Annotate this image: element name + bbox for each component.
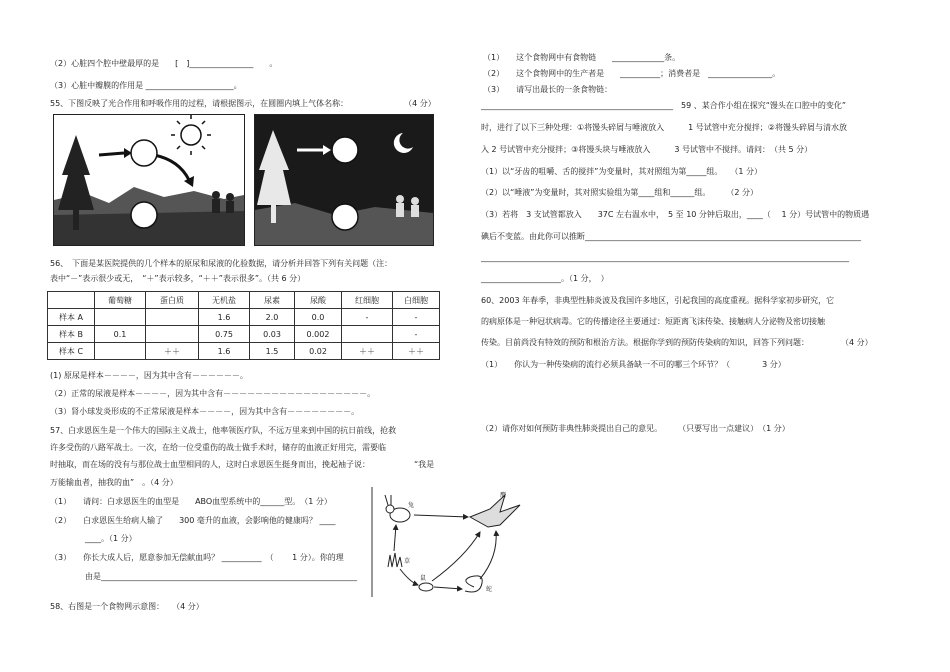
table-cell: ＋＋	[342, 343, 393, 360]
table-cell: -	[342, 309, 393, 326]
table-header-cell	[48, 292, 95, 309]
table-header-row	[48, 292, 440, 309]
q56-text-2: 表中“－”表示很少或无， “＋”表示较多，“＋＋”表示很多”。（共 6 分）	[50, 274, 306, 283]
table-cell	[146, 309, 199, 326]
food-web-label: 兔	[408, 502, 415, 509]
table-cell: ＋＋	[393, 343, 440, 360]
q57-sub-2a: （2） 白求恩医生给病人输了 300 毫升的血液，会影响他的健康吗？ ____	[50, 516, 336, 525]
q57-text-3: 时抽取，而在场的没有与那位战士血型相同的人，这时白求恩医生挺身而出，挽起袖子说： “我是	[50, 460, 435, 469]
table-cell: -	[393, 309, 440, 326]
table-cell: 0.03	[250, 326, 295, 343]
q57-sub-3a: （3） 你长大成人后，愿意参加无偿献血吗？ __________ （ 1 分）。你的理	[50, 553, 344, 562]
food-web-label: 鹰	[500, 492, 507, 499]
q59-text-1: ________________________________________________ 59 、某合作小组在探究“馒头在口腔中的变化”	[481, 101, 847, 110]
q57-sub-2b: ____。（1 分）	[85, 534, 137, 543]
table-cell: 样本 C	[48, 343, 95, 360]
q57-text-4: 万能输血者，抽我的血” 。（4 分）	[50, 478, 178, 487]
table-cell: 0.1	[95, 326, 146, 343]
table-cell: 0.002	[295, 326, 342, 343]
table-cell: 样本 A	[48, 309, 95, 326]
table-cell: ＋＋	[146, 343, 199, 360]
q56-sub-3: （3）肾小球发炎形成的不正常尿液是样本－－－－，因为其中含有－－－－－－－－。	[50, 407, 360, 416]
q60-text-3: 传染。目前尚没有特效的预防和根治方法。根据你学到的预防传染病的知识，回答下列问题： （4 分）	[481, 338, 873, 347]
q58-sub-1: （1） 这个食物网中有食物链 _____________条。	[483, 53, 681, 62]
q59-answer-line: ____________________________________________________________________________________________	[481, 253, 849, 262]
q60-text-2: 的病原体是一种冠状病毒。它的传播途径主要通过：短距离飞沫传染、接触病人分泌物及密切接触	[481, 317, 825, 326]
q56-text-1: 56、 下面是某医院提供的几个样本的原尿和尿液的化验数据，请分析并回答下列有关问题（注：	[50, 259, 393, 268]
table-cell	[95, 343, 146, 360]
photosynthesis-day-image	[53, 114, 245, 246]
table-header-cell: 葡萄糖	[95, 292, 146, 309]
table-cell: 0.0	[295, 309, 342, 326]
table-cell	[95, 309, 146, 326]
q56-sub-2: （2）正常的尿液是样本－－－－，因为其中含有－－－－－－－－－－－－－－－－－－。	[50, 389, 376, 398]
q60-text-1: 60、2003 年春季，非典型性肺炎波及我国许多地区，引起我国的高度重视。据科学家初步研究，它	[481, 296, 835, 305]
table-cell	[146, 326, 199, 343]
q58-sub-2: （2） 这个食物网中的生产者是 __________；消费者是 ________________。	[483, 69, 781, 78]
q56-sub-1: (1) 原尿是样本－－－－，因为其中含有－－－－－－。	[50, 371, 248, 380]
table-cell: 样本 B	[48, 326, 95, 343]
q59-answer-end: ____________________。（1 分， ）	[481, 274, 609, 283]
q57-sub-1: （1） 请问：白求恩医生的血型是 ABO血型系统中的______型。 （1 分）	[50, 497, 332, 506]
q60-sub-1: （1） 你认为一种传染病的流行必须具备缺一不可的哪三个环节？（ 3 分）	[481, 360, 786, 369]
table-cell: 0.75	[199, 326, 250, 343]
table-row	[48, 309, 440, 326]
table-header-cell: 蛋白质	[146, 292, 199, 309]
q57-sub-3b: 由是________________________________________________________________	[85, 572, 357, 581]
q59-sub-2: （2）以“唾液”为变量时，其对照实验组为第____组和______组。 （2 分）	[481, 188, 759, 197]
q59-sub-1: （1）以“牙齿的咀嚼、舌的搅拌”为变量时，其对照组为第_____组。 （1 分）	[481, 167, 763, 176]
food-web-label: 草	[404, 558, 411, 565]
table-header-cell: 无机盐	[199, 292, 250, 309]
table-row	[48, 343, 440, 360]
food-web-label: 鼠	[420, 575, 427, 582]
table-header-cell: 白细胞	[393, 292, 440, 309]
urine-sample-table	[47, 291, 440, 360]
respiration-night-image	[254, 114, 434, 246]
q-heart-valve: （3）心脏中瓣膜的作用是 ______________________。	[50, 81, 242, 90]
table-cell: 2.0	[250, 309, 295, 326]
table-cell	[342, 326, 393, 343]
q-heart-thickest: （2）心脏四个腔中壁最厚的是 [ ]________________ 。	[50, 59, 278, 68]
table-header-cell: 尿素	[250, 292, 295, 309]
table-header-cell: 红细胞	[342, 292, 393, 309]
table-cell: 1.6	[199, 343, 250, 360]
food-web-label: 蛇	[486, 586, 493, 593]
food-web-image	[370, 487, 528, 597]
q58-sub-3: （3） 请写出最长的一条食物链：	[483, 85, 613, 94]
table-cell: 1.6	[199, 309, 250, 326]
q59-sub-4: 碘后不变蓝。由此你可以推断_____________________________________________________________________	[481, 232, 861, 241]
table-cell: -	[393, 326, 440, 343]
q59-text-3: 入 2 号试管中充分搅拌；③将馒头块与唾液放入 3 号试管中不搅拌。请问： （共 5 分）	[481, 145, 813, 154]
q60-sub-2: （2）请你对如何预防非典性肺炎提出自己的意见。 （只要写出一点建议） （1 分）	[481, 424, 790, 433]
table-cell: 0.02	[295, 343, 342, 360]
q57-text-1: 57、白求恩医生是一个伟大的国际主义战士，他率领医疗队，不远万里来到中国的抗日前线，抢救	[50, 426, 397, 435]
q57-text-2: 许多受伤的八路军战士。一次，在给一位受重伤的战士做手术时，储存的血液正好用完，需要临	[50, 443, 386, 452]
q58-text: 58、右图是一个食物网示意图： （4 分）	[50, 602, 204, 611]
q55-text: 55、下图反映了光合作用和呼吸作用的过程，请根据图示，在圆圈内填上气体名称： （4 分）	[50, 99, 436, 108]
q59-sub-3: （3）若将 3 支试管都放入 37C 左右温水中， 5 至 10 分钟后取出，____（ 1 分）号试管中的物质遇	[481, 210, 870, 219]
table-header-cell: 尿酸	[295, 292, 342, 309]
q59-text-2: 时，进行了以下三种处理：①将馒头碎屑与唾液放入 1 号试管中充分搅拌；②将馒头碎屑与清水放	[481, 123, 847, 132]
table-row	[48, 326, 440, 343]
table-cell: 1.5	[250, 343, 295, 360]
